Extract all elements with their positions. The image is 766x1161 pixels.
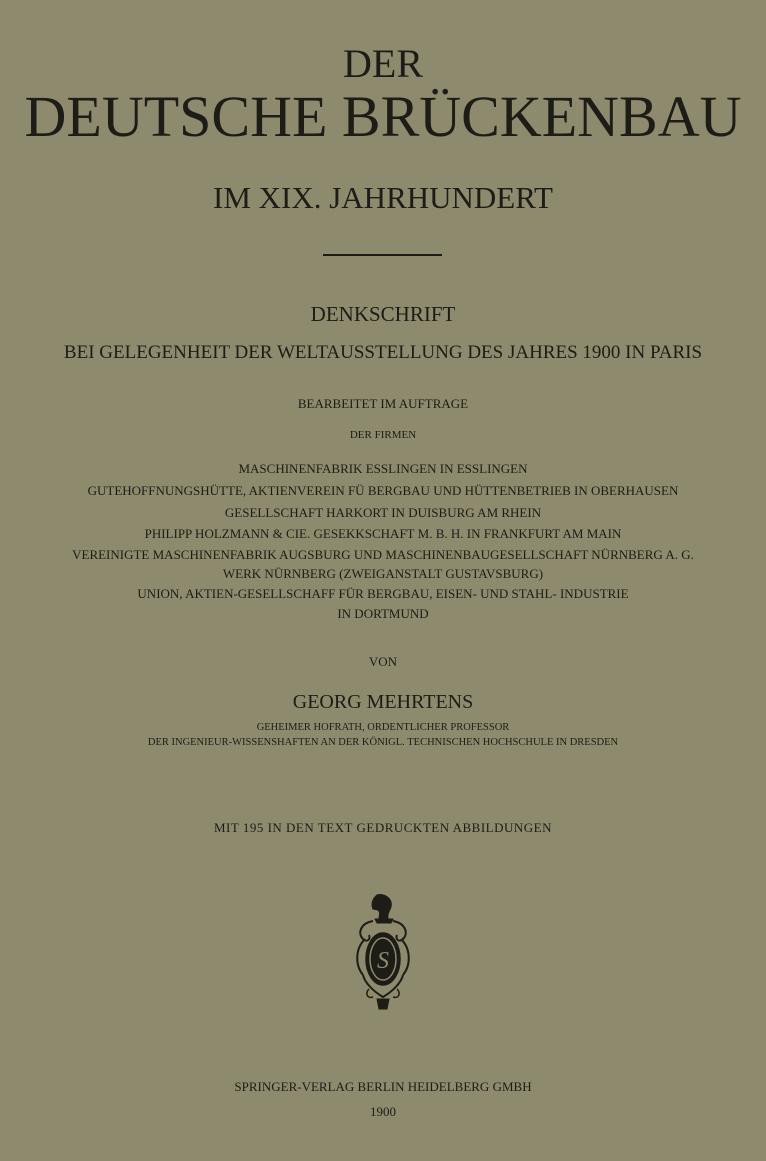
firm-line xyxy=(0,587,766,600)
denkschrift-heading xyxy=(0,304,766,325)
author-name xyxy=(0,692,766,712)
occasion-line xyxy=(0,343,766,362)
firm-text: UNION, AKTIEN-GESELLSCHAFF FÜR BERGBAU, EISEN- UND STAHL- INDUSTRIE xyxy=(137,586,629,601)
illustrations-note xyxy=(0,821,766,834)
publisher-name xyxy=(0,1080,766,1093)
firms-heading xyxy=(0,430,766,441)
title-century xyxy=(0,182,766,213)
firm-text: IN DORTMUND xyxy=(337,606,429,621)
main-title xyxy=(0,84,766,149)
firm-line xyxy=(0,484,766,497)
occasion-text: BEI GELEGENHEIT DER WELTAUSSTELLUNG DES JAHRES 1900 IN PARIS xyxy=(63,342,703,363)
title-century-text: IM XIX. JAHRHUNDERT xyxy=(213,180,553,215)
commission-heading-text: BEARBEITET IM AUFTRAGE xyxy=(297,396,469,411)
denkschrift-text: DENKSCHRIFT xyxy=(310,302,456,326)
commission-heading xyxy=(0,397,766,410)
firm-line xyxy=(0,527,766,540)
firm-text: PHILIPP HOLZMANN & CIE. GESEKKSCHAFT M. B. H. IN FRANKFURT AM MAIN xyxy=(144,526,622,541)
publication-year-text: 1900 xyxy=(370,1104,396,1119)
illustrations-text: MIT 195 IN DEN TEXT GEDRUCKTEN ABBILDUNGEN xyxy=(213,820,553,835)
firm-line xyxy=(0,567,766,580)
title-article xyxy=(0,41,766,86)
logo-monogram: S xyxy=(377,948,389,974)
firm-text: GESELLSCHAFT HARKORT IN DUISBURG AM RHEIN xyxy=(224,505,542,520)
firm-line xyxy=(0,506,766,519)
publisher-name-text: SPRINGER-VERLAG BERLIN HEIDELBERG GMBH xyxy=(234,1079,532,1094)
firms-heading-text: DER FIRMEN xyxy=(349,429,417,441)
author-title-text: GEHEIMER HOFRATH, ORDENTLICHER PROFESSOR xyxy=(256,722,510,733)
by-label xyxy=(0,655,766,668)
firm-text: MASCHINENFABRIK ESSLINGEN IN ESSLINGEN xyxy=(238,461,528,476)
firm-text: GUTEHOFFNUNGSHÜTTE, AKTIENVEREIN FÜ BERGBAU UND HÜTTENBETRIEB IN OBERHAUSEN xyxy=(87,483,679,498)
publication-year xyxy=(0,1105,766,1118)
author-affiliation-line xyxy=(0,738,766,749)
firm-line xyxy=(0,462,766,475)
firm-text: VEREINIGTE MASCHINENFABRIK AUGSBURG UND MASCHINENBAUGESELLSCHAFT NÜRNBERG A. G. xyxy=(72,547,694,562)
title-divider xyxy=(323,254,442,256)
firm-line xyxy=(0,607,766,620)
author-affiliation-text: DER INGENIEUR-WISSENSHAFTEN AN DER KÖNIGL. TECHNISCHEN HOCHSCHULE IN DRESDEN xyxy=(147,737,619,748)
main-title-text: DEUTSCHE BRÜCKENBAU xyxy=(24,84,742,149)
author-name-text: GEORG MEHRTENS xyxy=(292,691,474,713)
by-label-text: VON xyxy=(368,654,398,669)
springer-knight-logo-icon xyxy=(351,893,415,1011)
firm-text: WERK NÜRNBERG (ZWEIGANSTALT GUSTAVSBURG) xyxy=(222,566,544,581)
author-title-line xyxy=(0,723,766,734)
title-article-text: DER xyxy=(343,41,423,86)
firm-line xyxy=(0,548,766,561)
